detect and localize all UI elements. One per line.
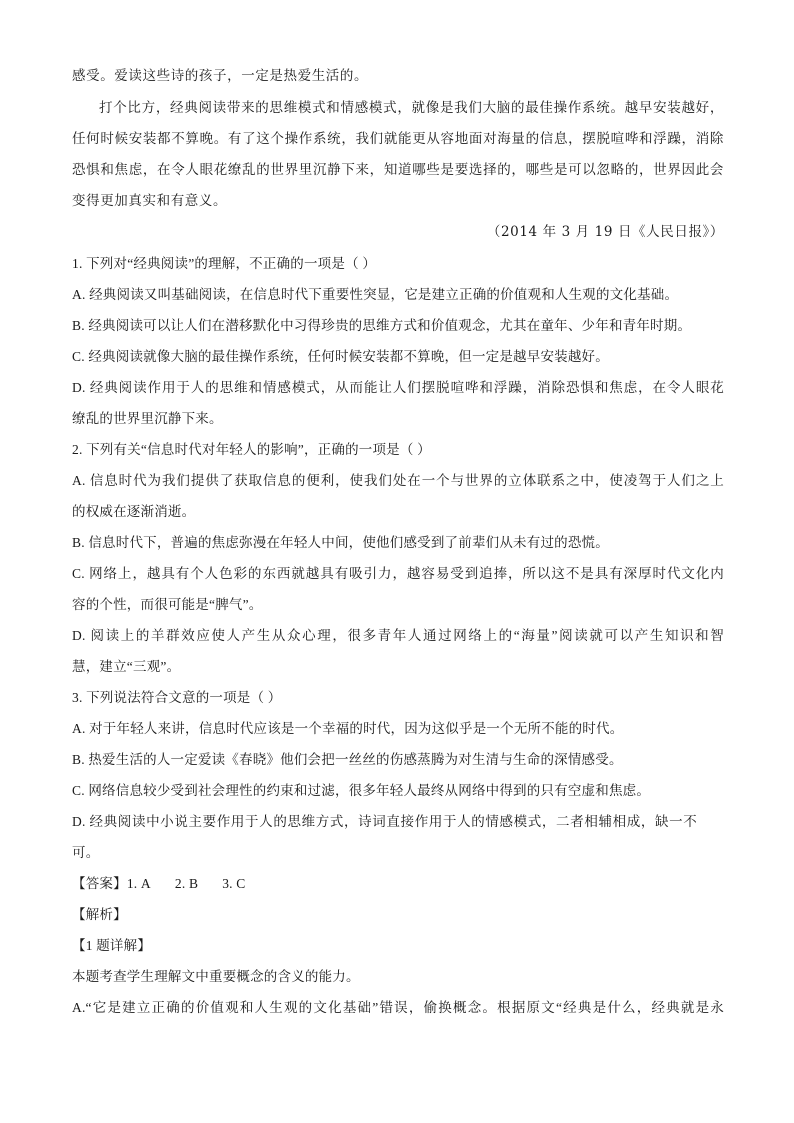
question-option: A. 对于年轻人来讲，信息时代应该是一个幸福的时代，因为这似乎是一个无所不能的时代。	[72, 721, 624, 736]
question-option: A. 信息时代为我们提供了获取信息的便利，使我们处在一个与世界的立体联系之中，使凌驾于人们之上	[72, 473, 724, 488]
question-option-cont: 可。	[72, 845, 100, 860]
question-stem: 2. 下列有关“信息时代对年轻人的影响”，正确的一项是（ ）	[72, 442, 431, 457]
analysis-intro: 本题考查学生理解文中重要概念的含义的能力。	[72, 969, 360, 984]
answer-line	[72, 874, 246, 894]
answer-label: 【答案】	[72, 876, 127, 891]
passage-line: 打个比方，经典阅读带来的思维模式和情感模式，就像是我们大脑的最佳操作系统。越早安装越好，	[99, 100, 724, 116]
detail-label: 【1 题详解】	[72, 938, 152, 953]
question-option-cont: 慧，建立“三观”。	[72, 659, 181, 674]
answer-item: 2. B	[174, 876, 199, 891]
passage-source: （2014 年 3 月 19 日《人民日报》）	[486, 224, 724, 240]
question-option: D. 经典阅读中小说主要作用于人的思维方式，诗词直接作用于人的情感模式，二者相辅相成，缺一不	[72, 814, 697, 829]
question-option-cont: 缭乱的世界里沉静下来。	[72, 411, 223, 426]
question-option-cont: 的权威在逐渐消逝。	[72, 504, 196, 519]
answer-item: 3. C	[222, 876, 246, 891]
question-option: A. 经典阅读又叫基础阅读，在信息时代下重要性突显，它是建立正确的价值观和人生观的文化基础。	[72, 287, 679, 302]
answer-item: 1. A	[126, 876, 151, 891]
question-option: D. 阅读上的羊群效应使人产生从众心理，很多青年人通过网络上的“海量”阅读就可以产生知识和智	[72, 628, 724, 643]
question-option: B. 经典阅读可以让人们在潜移默化中习得珍贵的思维方式和价值观念，尤其在童年、少年和青年时期。	[72, 318, 692, 333]
passage-line: 恐惧和焦虑，在令人眼花缭乱的世界里沉静下来，知道哪些是要选择的，哪些是可以忽略的，世界因此会	[72, 162, 724, 178]
passage-line: 任何时候安装都不算晚。有了这个操作系统，我们就能更从容地面对海量的信息，摆脱喧哗和浮躁，消除	[72, 131, 724, 147]
question-option-cont: 容的个性，而很可能是“脾气”。	[72, 597, 263, 612]
question-stem: 3. 下列说法符合文意的一项是（ ）	[72, 690, 282, 705]
question-option: D. 经典阅读作用于人的思维和情感模式，从而能让人们摆脱喧哗和浮躁，消除恐惧和焦虑，在令人眼花	[72, 380, 724, 395]
question-stem: 1. 下列对“经典阅读”的理解，不正确的一项是（ ）	[72, 256, 377, 271]
question-option: B. 热爱生活的人一定爱读《春晓》他们会把一丝丝的伤感蒸腾为对生清与生命的深情感受。	[72, 752, 623, 767]
question-option: C. 网络上，越具有个人色彩的东西就越具有吸引力，越容易受到追捧，所以这不是具有深厚时代文化内	[72, 566, 724, 581]
question-option: C. 网络信息较少受到社会理性的约束和过滤，很多年轻人最终从网络中得到的只有空虚和焦虑。	[72, 783, 651, 798]
question-option: B. 信息时代下，普遍的焦虑弥漫在年轻人中间，使他们感受到了前辈们从未有过的恐慌。	[72, 535, 609, 550]
analysis-label: 【解析】	[72, 907, 127, 922]
passage-line: 感受。爱读这些诗的孩子，一定是热爱生活的。	[72, 68, 369, 84]
analysis-line: A.“它是建立正确的价值观和人生观的文化基础”错误，偷换概念。根据原文“经典是什么，经典就是永	[72, 1000, 724, 1015]
passage-line: 变得更加真实和有意义。	[72, 193, 228, 209]
question-option: C. 经典阅读就像大脑的最佳操作系统，任何时候安装都不算晚，但一定是越早安装越好。	[72, 349, 609, 364]
